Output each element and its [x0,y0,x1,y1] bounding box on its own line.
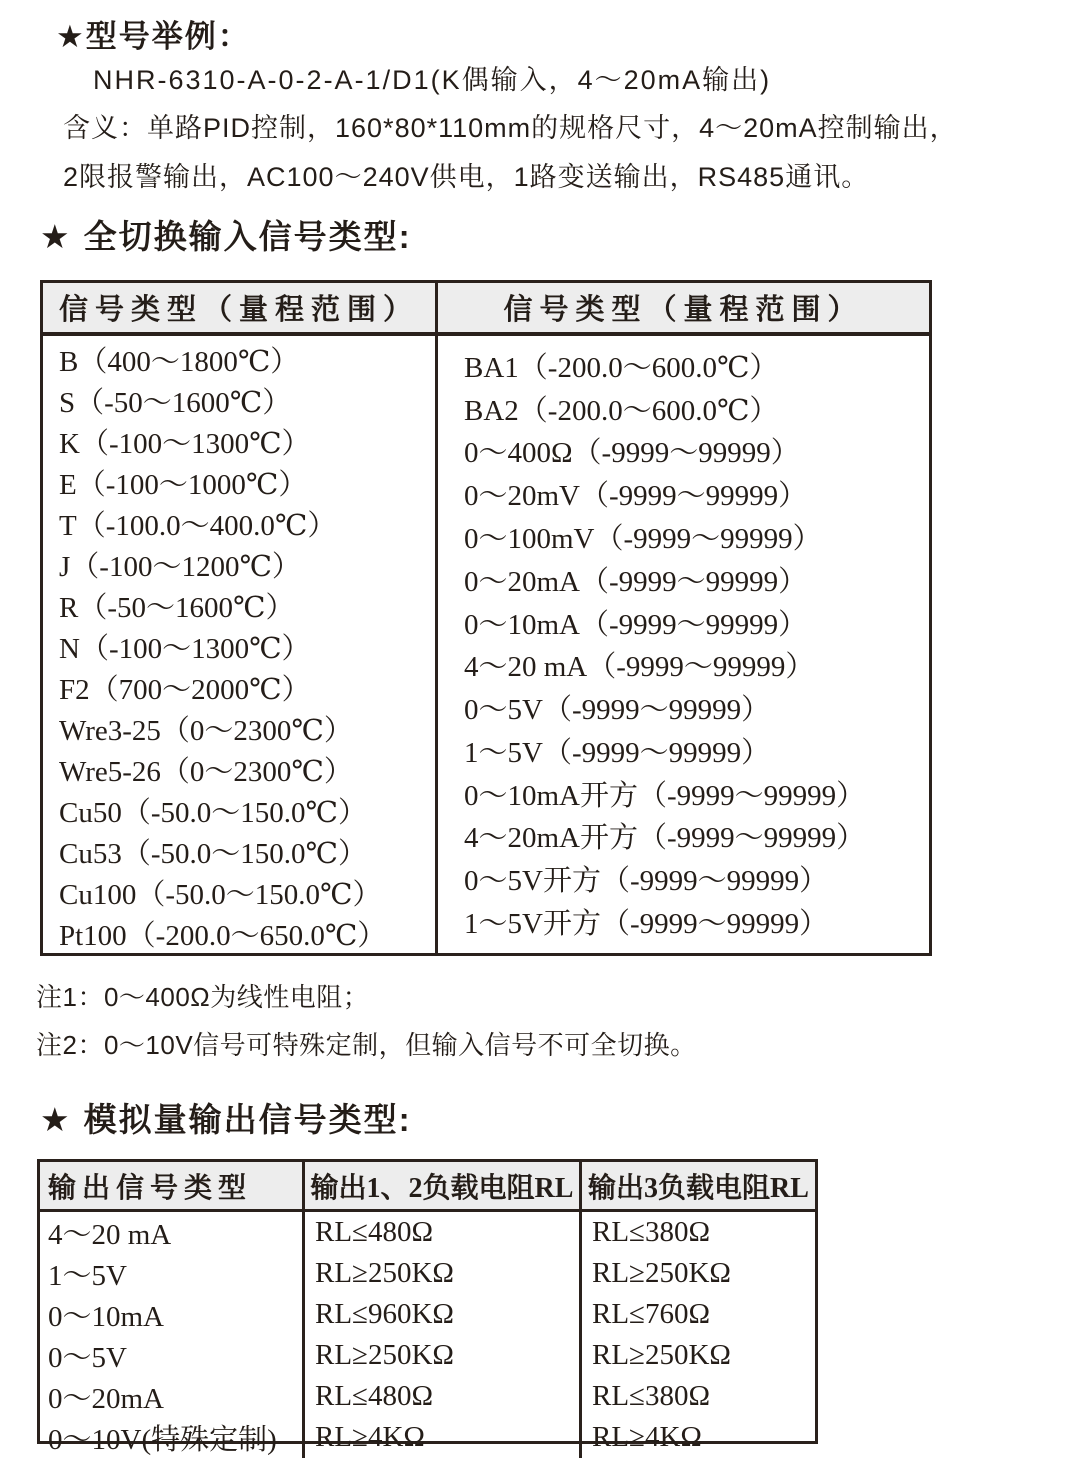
analog-output-heading-text: 模拟量输出信号类型: [83,1101,412,1138]
output-table-header-rl3: 输出3负载电阻RL [588,1172,809,1204]
note-1: 注1：0～400Ω为线性电阻； [36,982,370,1012]
table-row: B（400～1800℃） [59,346,300,378]
input-table-left-column [43,336,438,953]
table-row: S（-50～1600℃） [59,387,292,419]
table-row: 0～100mV（-9999～99999） [464,523,822,556]
analog-output-table-body [40,1212,815,1458]
output-table-header-rl12: 输出1、2负载电阻RL [305,1162,582,1209]
table-row [40,1417,815,1458]
table-cell: 0～20mA [40,1376,305,1417]
table-row: Wre3-25（0～2300℃） [59,715,353,747]
table-cell: RL≤760Ω [592,1298,711,1330]
table-cell: RL≤380Ω [592,1380,711,1412]
table-row: Cu100（-50.0～150.0℃） [59,879,382,911]
model-meaning-line-1: 含义：单路PID控制，160*80*110mm的规格尺寸，4～20mA控制输出， [63,113,958,143]
input-signal-table-header-row [43,283,929,336]
table-row [40,1253,815,1294]
table-row: 0～5V（-9999～99999） [464,694,771,727]
model-meaning-line-2: 2限报警输出，AC100～240V供电，1路变送输出，RS485通讯。 [63,162,870,192]
model-example-heading-text: 型号举例： [85,19,251,54]
table-row: 0～20mV（-9999～99999） [464,480,808,513]
input-table-header-left: 信号类型（量程范围） [43,283,438,332]
table-row: BA2（-200.0～600.0℃） [464,394,779,427]
analog-output-table [37,1159,818,1456]
analog-output-section-heading [40,1094,412,1141]
table-row: 0～20mA（-9999～99999） [464,565,808,598]
table-row: 0～10mA（-9999～99999） [464,608,808,641]
analog-output-table-header-row [40,1162,815,1212]
note-2: 注2：0～10V信号可特殊定制，但输入信号不可全切换。 [36,1030,697,1060]
table-cell: RL≥4KΩ [305,1417,582,1458]
table-cell: RL≥250KΩ [305,1335,582,1376]
output-table-header-signal-type: 输出信号类型 [40,1162,305,1209]
table-row: 4～20 mA（-9999～99999） [464,651,815,684]
table-cell: RL≥250KΩ [592,1257,731,1289]
table-row: T（-100.0～400.0℃） [59,510,337,542]
input-signal-section-heading [40,211,412,258]
table-row: Wre5-26（0～2300℃） [59,756,353,788]
table-cell: RL≤480Ω [305,1376,582,1417]
star-icon: ★ [40,1101,72,1138]
model-example-heading [56,11,251,56]
table-row: 0～5V开方（-9999～99999） [464,865,829,898]
table-row: Cu53（-50.0～150.0℃） [59,838,367,870]
table-row [40,1294,815,1335]
table-cell: RL≤380Ω [592,1216,711,1248]
input-signal-table [40,280,932,956]
table-row: J（-100～1200℃） [59,551,301,583]
table-row: 4～20mA开方（-9999～99999） [464,822,866,855]
table-row: R（-50～1600℃） [59,592,295,624]
table-row: E（-100～1000℃） [59,469,308,501]
table-cell: RL≥250KΩ [305,1253,582,1294]
table-row: Cu50（-50.0～150.0℃） [59,797,367,829]
table-row [40,1376,815,1417]
input-table-header-right: 信号类型（量程范围） [503,294,864,326]
table-cell: RL≥250KΩ [592,1339,731,1371]
table-cell: RL≥4KΩ [592,1421,702,1453]
table-row: 1～5V（-9999～99999） [464,736,771,769]
input-signal-heading-text: 全切换输入信号类型: [83,218,412,255]
table-row: N（-100～1300℃） [59,633,311,665]
table-cell: RL≤960KΩ [305,1294,582,1335]
model-number-line: NHR-6310-A-0-2-A-1/D1(K偶输入，4～20mA输出) [93,65,772,95]
table-row: F2（700～2000℃） [59,674,311,706]
input-signal-table-body [43,336,929,953]
input-table-right-column [438,336,929,953]
table-row [40,1212,815,1253]
table-cell: 0～5V [40,1335,305,1376]
table-cell: RL≤480Ω [305,1212,582,1253]
table-row [40,1335,815,1376]
table-row: 1～5V开方（-9999～99999） [464,908,829,941]
table-row: 0～400Ω（-9999～99999） [464,437,800,470]
table-cell: 0～10V(特殊定制) [40,1417,305,1458]
table-row: 0～10mA开方（-9999～99999） [464,779,866,812]
table-cell: 0～10mA [40,1294,305,1335]
table-row: K（-100～1300℃） [59,428,311,460]
table-row: BA1（-200.0～600.0℃） [464,351,779,384]
table-cell: 1～5V [40,1253,305,1294]
star-icon: ★ [56,19,86,54]
table-row: Pt100（-200.0～650.0℃） [59,920,387,952]
star-icon: ★ [40,218,72,255]
table-cell: 4～20 mA [40,1212,305,1253]
